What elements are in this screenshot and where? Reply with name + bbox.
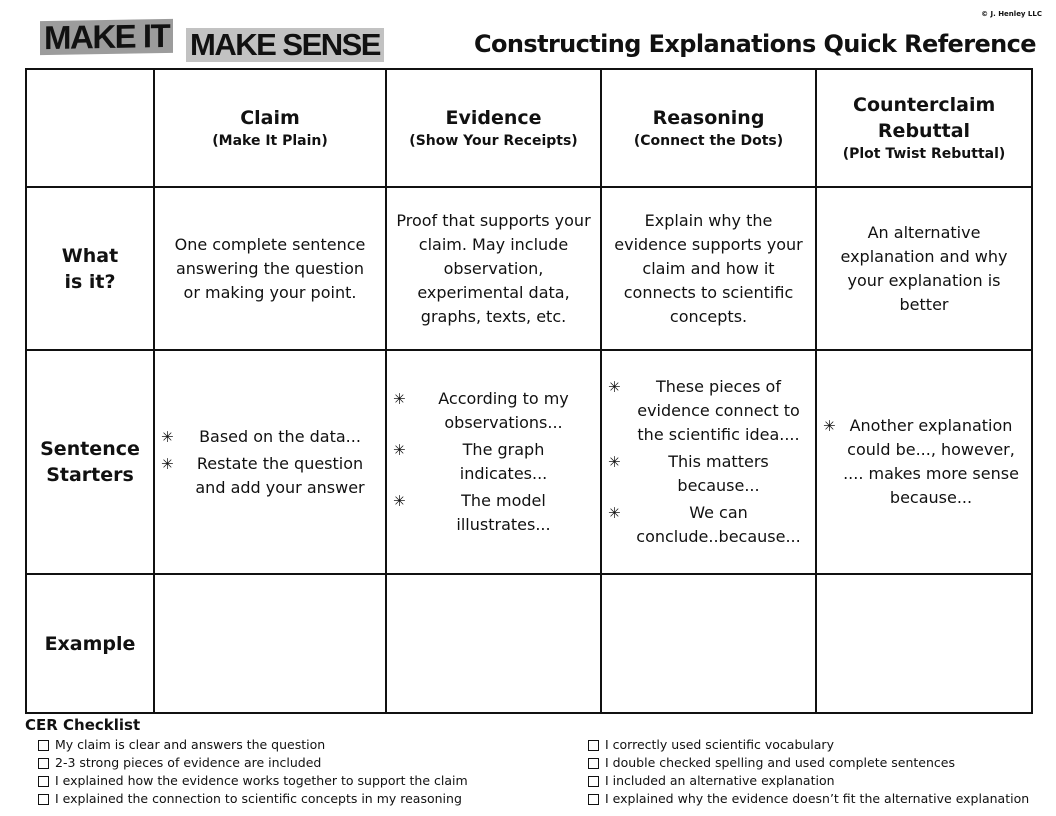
brand-logo-part1: MAKE IT: [40, 19, 173, 55]
copyright-notice: © J. Henley LLC: [981, 10, 1042, 18]
starters-reasoning: [601, 350, 816, 574]
checkbox-icon[interactable]: [38, 794, 49, 805]
column-header-evidence: [386, 69, 601, 187]
example-counterclaim-cell[interactable]: [816, 574, 1032, 713]
checkbox-icon[interactable]: [588, 740, 599, 751]
reference-table: [25, 68, 1033, 714]
column-subtitle: (Show Your Receipts): [409, 133, 578, 149]
checklist-item[interactable]: I explained the connection to scientific concepts in my reasoning: [38, 790, 468, 808]
checklist-item[interactable]: My claim is clear and answers the question: [38, 736, 468, 754]
list-item: ✳ Another explanation could be..., however, .... makes more sense because...: [823, 414, 1025, 510]
starters-claim: [154, 350, 386, 574]
checklist-item[interactable]: 2-3 strong pieces of evidence are included: [38, 754, 468, 772]
asterisk-icon: ✳: [608, 504, 621, 522]
corner-cell: [26, 69, 154, 187]
what-is-it-evidence: Proof that supports your claim. May include observation, experimental data, graphs, texts, etc.: [386, 187, 601, 350]
list-item: ✳ The graph indicates...: [393, 438, 594, 486]
what-is-it-claim: One complete sentence answering the question or making your point.: [154, 187, 386, 350]
asterisk-icon: ✳: [393, 390, 406, 408]
column-subtitle: (Plot Twist Rebuttal): [842, 146, 1006, 162]
starter-list: [823, 414, 1025, 510]
what-is-it-counterclaim: An alternative explanation and why your explanation is better: [816, 187, 1032, 350]
starters-counterclaim: [816, 350, 1032, 574]
starter-list: [161, 425, 379, 500]
example-evidence-cell[interactable]: [386, 574, 601, 713]
checkbox-icon[interactable]: [588, 794, 599, 805]
asterisk-icon: ✳: [393, 441, 406, 459]
column-header-claim: [154, 69, 386, 187]
checklist-right: [588, 736, 1029, 808]
page-title: Constructing Explanations Quick Reference: [474, 30, 1036, 58]
list-item: ✳ The model illustrates...: [393, 489, 594, 537]
column-title: Evidence: [445, 107, 542, 129]
checklist-left: [38, 736, 468, 808]
what-is-it-reasoning: Explain why the evidence supports your claim and how it connects to scientific concepts.: [601, 187, 816, 350]
column-title: Reasoning: [652, 107, 765, 129]
list-item: ✳ We can conclude..because...: [608, 501, 809, 549]
list-item: ✳ This matters because...: [608, 450, 809, 498]
row-example: [26, 574, 1032, 713]
asterisk-icon: ✳: [161, 454, 174, 473]
row-what-is-it: [26, 187, 1032, 350]
list-item: ✳ Restate the question and add your answer: [161, 452, 379, 500]
example-claim-cell[interactable]: [154, 574, 386, 713]
column-subtitle: (Make It Plain): [212, 133, 328, 149]
list-item: ✳ These pieces of evidence connect to the scientific idea....: [608, 375, 809, 447]
asterisk-icon: ✳: [608, 378, 621, 396]
column-subtitle: (Connect the Dots): [633, 133, 784, 149]
checklist-title: CER Checklist: [25, 716, 141, 734]
row-label-example: Example: [26, 574, 154, 713]
checklist-item[interactable]: I correctly used scientific vocabulary: [588, 736, 1029, 754]
asterisk-icon: ✳: [161, 427, 174, 446]
header-row: [26, 69, 1032, 187]
row-sentence-starters: [26, 350, 1032, 574]
list-item: ✳ Based on the data...: [161, 425, 379, 449]
starter-list: [393, 387, 594, 537]
checklist-item[interactable]: I explained how the evidence works together to support the claim: [38, 772, 468, 790]
example-reasoning-cell[interactable]: [601, 574, 816, 713]
asterisk-icon: ✳: [608, 453, 621, 471]
checkbox-icon[interactable]: [588, 776, 599, 787]
checkbox-icon[interactable]: [588, 758, 599, 769]
column-header-counterclaim: [816, 69, 1032, 187]
column-title: Claim: [240, 107, 300, 129]
checklist-item[interactable]: I included an alternative explanation: [588, 772, 1029, 790]
checklist-item[interactable]: I explained why the evidence doesn’t fit the alternative explanation: [588, 790, 1029, 808]
asterisk-icon: ✳: [393, 492, 406, 510]
row-label-what-is-it: What is it?: [26, 187, 154, 350]
checkbox-icon[interactable]: [38, 758, 49, 769]
checkbox-icon[interactable]: [38, 776, 49, 787]
row-label-sentence-starters: Sentence Starters: [26, 350, 154, 574]
column-title: Counterclaim Rebuttal: [853, 94, 996, 142]
starter-list: [608, 375, 809, 549]
column-header-reasoning: [601, 69, 816, 187]
checklist-item[interactable]: I double checked spelling and used complete sentences: [588, 754, 1029, 772]
starters-evidence: [386, 350, 601, 574]
list-item: ✳ According to my observations...: [393, 387, 594, 435]
checkbox-icon[interactable]: [38, 740, 49, 751]
asterisk-icon: ✳: [823, 417, 836, 435]
brand-logo-part2: MAKE SENSE: [186, 28, 384, 62]
